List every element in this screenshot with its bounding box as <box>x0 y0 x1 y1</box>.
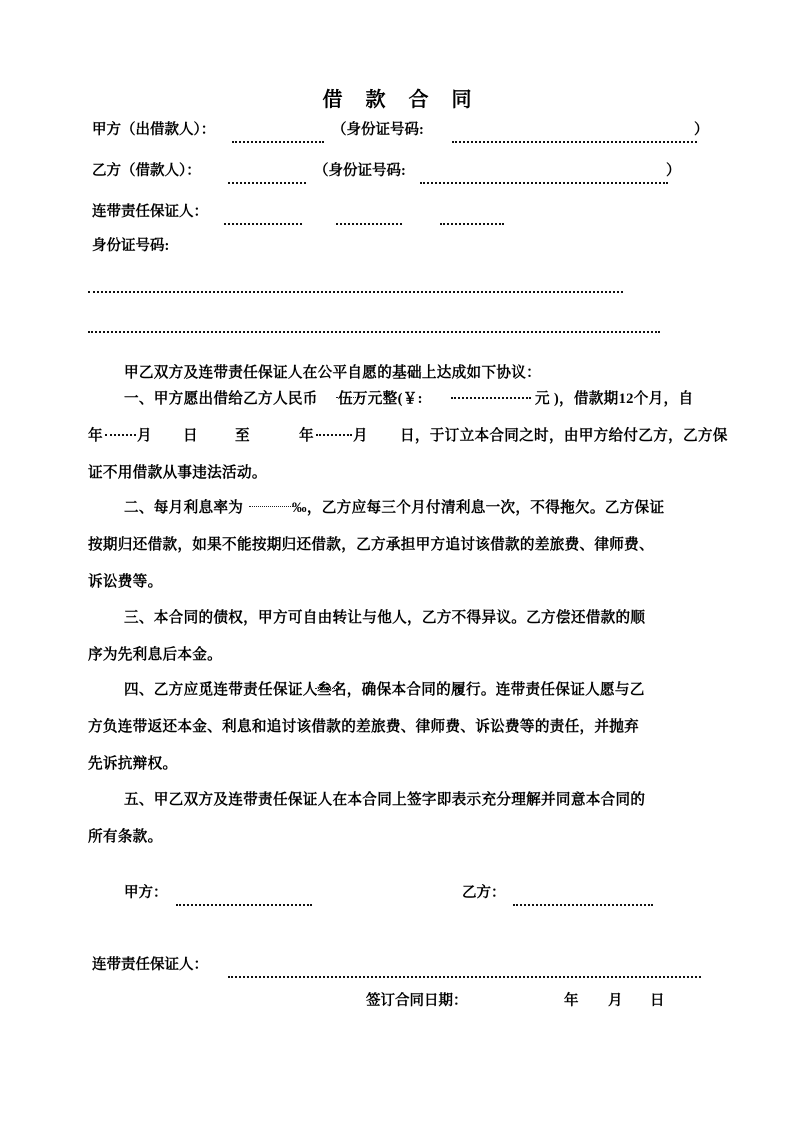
clause-1-start-month-input[interactable] <box>105 434 136 436</box>
clause-1-amount-in-words: 伍万元整(￥: <box>338 391 423 407</box>
clause-4-line-2: 方负连带返还本金、利息和追讨该借款的差旅费、律师费、诉讼费等的责任，并抛弃 <box>88 719 640 735</box>
clause-1-line-1-part-c: 元 )，借款期12个月，自 <box>535 391 694 407</box>
id-number-label: 身份证号码: <box>92 238 170 254</box>
clause-1-start-year-label: 年 <box>88 428 103 444</box>
signature-party-b-label: 乙方： <box>462 885 506 901</box>
borrower-label: 乙方（借款人）： <box>92 163 201 179</box>
signature-party-a-label: 甲方： <box>124 885 168 901</box>
clause-2-line-3: 诉讼费等。 <box>88 574 163 590</box>
borrower-id-input[interactable] <box>420 182 668 184</box>
preamble-text: 甲乙双方及连带责任保证人在公平自愿的基础上达成如下协议： <box>124 365 542 381</box>
clause-1-start-month-label: 月 <box>137 428 152 444</box>
clause-2-line-2: 按期归还借款，如果不能按期归还借款，乙方承担甲方追讨该借款的差旅费、律师费、 <box>88 537 654 553</box>
clause-3-line-1: 三、本合同的债权，甲方可自由转让与他人，乙方不得异议。乙方偿还借款的顺 <box>124 610 646 626</box>
guarantor-name-input-2[interactable] <box>336 223 402 225</box>
page-title: 借 款 合 同 <box>322 89 481 111</box>
clause-1-line-3: 证不用借款从事违法活动。 <box>88 465 267 481</box>
lender-id-input[interactable] <box>452 141 697 143</box>
clause-4-line-3: 先诉抗辩权。 <box>88 756 178 772</box>
clause-5-line-1: 五、甲乙双方及连带责任保证人在本合同上签字即表示充分理解并同意本合同的 <box>124 792 646 808</box>
lender-id-close-label: ） <box>694 122 709 138</box>
clause-2-line-1-part-b: ‰，乙方应每三个月付清利息一次，不得拖欠。乙方保证 <box>292 500 665 516</box>
clause-1-end-month-label: 月 <box>353 428 368 444</box>
guarantor-label: 连带责任保证人： <box>92 204 208 220</box>
clause-1-amount-figure-input[interactable] <box>451 397 531 399</box>
clause-2-line-1-part-a: 二、每月利息率为 <box>124 500 244 516</box>
borrower-id-open-label: （身份证号码: <box>314 163 406 179</box>
id-number-input-line-1[interactable] <box>88 291 623 293</box>
clause-1-start-day-label: 日 <box>183 428 198 444</box>
clause-1-end-month-input[interactable] <box>316 434 352 436</box>
clause-1-end-year-label: 年 <box>299 428 314 444</box>
guarantor-name-input-1[interactable] <box>224 223 302 225</box>
clause-1-line-1-part-a: 一、甲方愿出借给乙方人民币 <box>124 391 318 407</box>
borrower-name-input[interactable] <box>228 182 306 184</box>
id-number-input-line-2[interactable] <box>88 331 660 333</box>
clause-3-line-2: 序为先利息后本金。 <box>88 647 223 663</box>
clause-4-line-1-part-a: 四、乙方应觅连带责任保证人 <box>124 682 318 698</box>
lender-label: 甲方（出借款人）： <box>92 122 216 138</box>
clause-2-rate-input[interactable] <box>249 506 293 507</box>
clause-1-line-2-tail: 日，于订立本合同之时，由甲方给付乙方，乙方保 <box>400 428 728 444</box>
lender-id-open-label: （身份证号码: <box>332 122 424 138</box>
sign-date-year-label: 年 <box>564 993 579 1009</box>
signature-party-b-input[interactable] <box>513 904 653 906</box>
sign-date-day-label: 日 <box>650 993 665 1009</box>
signature-guarantor-label: 连带责任保证人： <box>92 957 208 973</box>
signature-guarantor-input[interactable] <box>228 976 701 978</box>
clause-5-line-2: 所有条款。 <box>88 829 163 845</box>
clause-1-to-label: 至 <box>235 428 250 444</box>
guarantor-name-input-3[interactable] <box>440 223 504 225</box>
borrower-id-close-label: ） <box>666 163 681 179</box>
lender-name-input[interactable] <box>232 141 324 143</box>
sign-date-month-label: 月 <box>608 993 623 1009</box>
signature-party-a-input[interactable] <box>176 904 312 906</box>
clause-4-line-1-part-b: 叁名，确保本合同的履行。连带责任保证人愿与乙 <box>317 682 645 698</box>
sign-date-label: 签订合同日期： <box>366 993 468 1009</box>
